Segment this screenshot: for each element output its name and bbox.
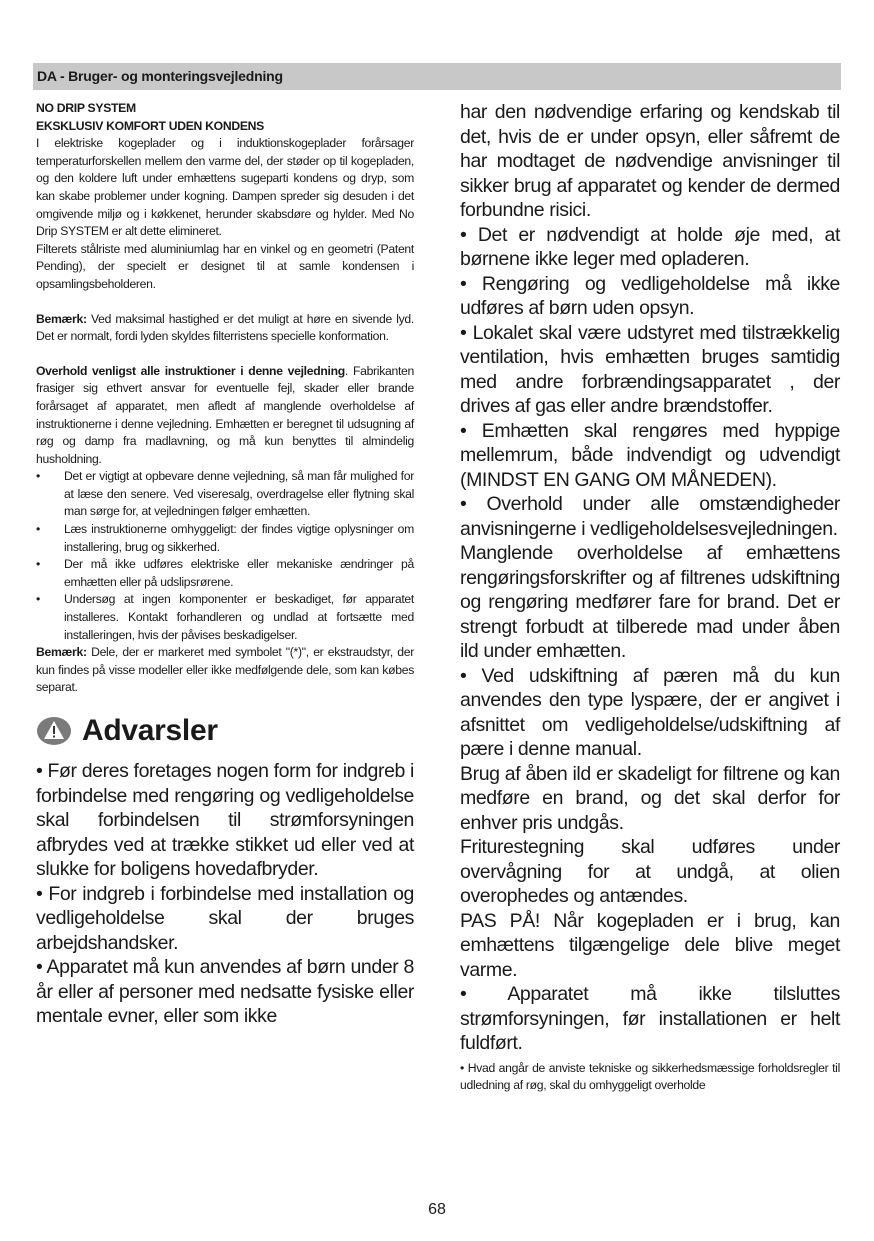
paragraph-ventilation: • Lokalet skal være udstyret med tilstrækkelig ventilation, hvis emhætten bruges samtidig med andre forbrændingsapparatet , der drives af gas eller andre brændstoffer. xyxy=(460,321,840,417)
note-label: Bemærk: xyxy=(36,311,87,326)
note-optional-parts xyxy=(36,644,414,697)
right-column xyxy=(460,100,840,1094)
heading-comfort: EKSKLUSIV KOMFORT UDEN KONDENS xyxy=(36,118,264,133)
paragraph-maintenance-instructions: • Overhold under alle omstændigheder anvisningerne i vedligeholdelsesvejledningen. xyxy=(460,493,840,540)
warnings-heading xyxy=(36,711,414,751)
paragraph-observe xyxy=(36,363,414,469)
paragraph-cleaning-children: • Rengøring og vedligeholdelse må ikke udføres af børn uden opsyn. xyxy=(460,272,840,319)
instruction-list xyxy=(36,468,414,644)
paragraph-hot-parts: PAS PÅ! Når kogepladen er i brug, kan emhættens tilgængelige dele blive meget varme. xyxy=(460,909,840,981)
note2-text: Dele, der er markeret med symbolet "(*)", er ekstraudstyr, der kun findes på visse modeller eller ikke medfølgende dele, som kan købes separat. xyxy=(36,645,414,695)
heading-no-drip: NO DRIP SYSTEM xyxy=(36,101,136,115)
section-header xyxy=(33,63,841,90)
paragraph-experience: har den nødvendige erfaring og kendskab til det, hvis de er under opsyn, eller såfremt de har modtaget de nødvendige anvisninger til sikker brug af apparatet og kender de dermed forbundne risici. xyxy=(460,101,840,221)
note2-label: Bemærk: xyxy=(36,645,87,660)
paragraph-frying: Friturestegning skal udføres under overvågning for at undgå, at olien overophedes og antændes. xyxy=(460,836,840,907)
paragraph-filter: Filterets stålriste med aluminiumlag har en vinkel og en geometri (Patent Pending), der specielt er designet til at samle kondensen i opsamlingsbeholderen. xyxy=(36,241,414,291)
warning-disconnect: • Før deres foretages nogen form for indgreb i forbindelse med rengøring og vedligeholdelse skal forbindelsen til strømforsyningen afbrydes ved at trække stikket ud eller ved at slukke for boligens hovedafbryder. xyxy=(36,760,414,880)
paragraph-fire-risk: Manglende overholdelse af emhættens rengøringsforskrifter og af filtrenes udskiftning og rengøring medfører fare for brand. Det er strengt forbudt at tilberede mad under åben ild under emhætten. xyxy=(460,542,840,662)
warning-gloves: • For indgreb i forbindelse med installation og vedligeholdelse skal der bruges arbejdshandsker. xyxy=(36,882,414,954)
paragraph-open-flame: Brug af åben ild er skadeligt for filtrene og kan medføre en brand, og det skal derfor for enhver pris undgås. xyxy=(460,762,840,834)
page-number: 68 xyxy=(428,1201,446,1218)
list-item: • Der må ikke udføres elektriske eller mekaniske ændringer på emhætten eller på udslipsrørene. xyxy=(36,556,414,591)
warnings-title: Advarsler xyxy=(82,714,218,747)
paragraph-cleaning-interval: • Emhætten skal rengøres med hyppige mellemrum, både indvendigt og udvendigt (MINDST EN GANG OM MÅNEDEN). xyxy=(460,419,840,491)
left-column xyxy=(36,100,414,1029)
paragraph-smoke-discharge: • Hvad angår de anviste tekniske og sikkerhedsmæssige forholdsregler til udledning af røg, skal du omhyggeligt overholde xyxy=(460,1060,840,1092)
observe-bold: Overhold venligst alle instruktioner i denne vejledning xyxy=(36,363,345,378)
warning-children: • Apparatet må kun anvendes af børn under 8 år eller af personer med nedsatte fysiske eller mentale evner, eller som ikke xyxy=(36,956,414,1027)
note-speed xyxy=(36,311,414,346)
observe-text: . Fabrikanten frasiger sig ethvert ansvar for eventuelle fejl, skader eller brande forårsaget af apparatet, men afledt af manglende overholdelse af instruktionerne i denne vejledning. Emhætten er beregnet til udsugning af røg og damp fra madlavning, og må kun benyttes til almindelig husholdning. xyxy=(36,363,414,466)
list-item: • Undersøg at ingen komponenter er beskadiget, før apparatet installeres. Kontakt forhandleren og undlad at fortsætte med installeringen, hvis der påvises beskadigelser. xyxy=(36,591,414,644)
note-text: Ved maksimal hastighed er det muligt at høre en sivende lyd. Det er normalt, fordi lyden skyldes filterristens specielle konformation. xyxy=(36,311,414,344)
paragraph-bulb-replacement: • Ved udskiftning af pæren må du kun anvendes den type lyspære, der er angivet i afsnittet om vedligeholdelse/udskiftning af pære i denne manual. xyxy=(460,664,840,760)
warning-icon xyxy=(36,715,72,747)
section-title: DA - Bruger- og monteringsvejledning xyxy=(37,68,283,84)
paragraph-condensation: I elektriske kogeplader og i induktionskogeplader forårsager temperaturforskellen mellem den varme del, der støder op til kogepladen, og den koldere luft under emhættens sugeparti kondens og dryp, som kan skabe problemer under kogning. Dampen spreder sig desuden i det omgivende miljø og i køkkenet, herunder skabsdøre og hylder. Med No Drip SYSTEM er alt dette elimineret. xyxy=(36,136,414,239)
list-item: • Det er vigtigt at opbevare denne vejledning, så man får mulighed for at læse den senere. Ved viseresalg, overdragelse eller flytning skal man sørge for, at vejledningen følger emhætten. xyxy=(36,468,414,521)
paragraph-children-watch: • Det er nødvendigt at holde øje med, at børnene ikke leger med opladeren. xyxy=(460,223,840,270)
paragraph-connect-power: • Apparatet må ikke tilsluttes strømforsyningen, før installationen er helt fuldført. xyxy=(460,983,840,1054)
list-item: • Læs instruktionerne omhyggeligt: der findes vigtige oplysninger om installering, brug og sikkerhed. xyxy=(36,521,414,556)
